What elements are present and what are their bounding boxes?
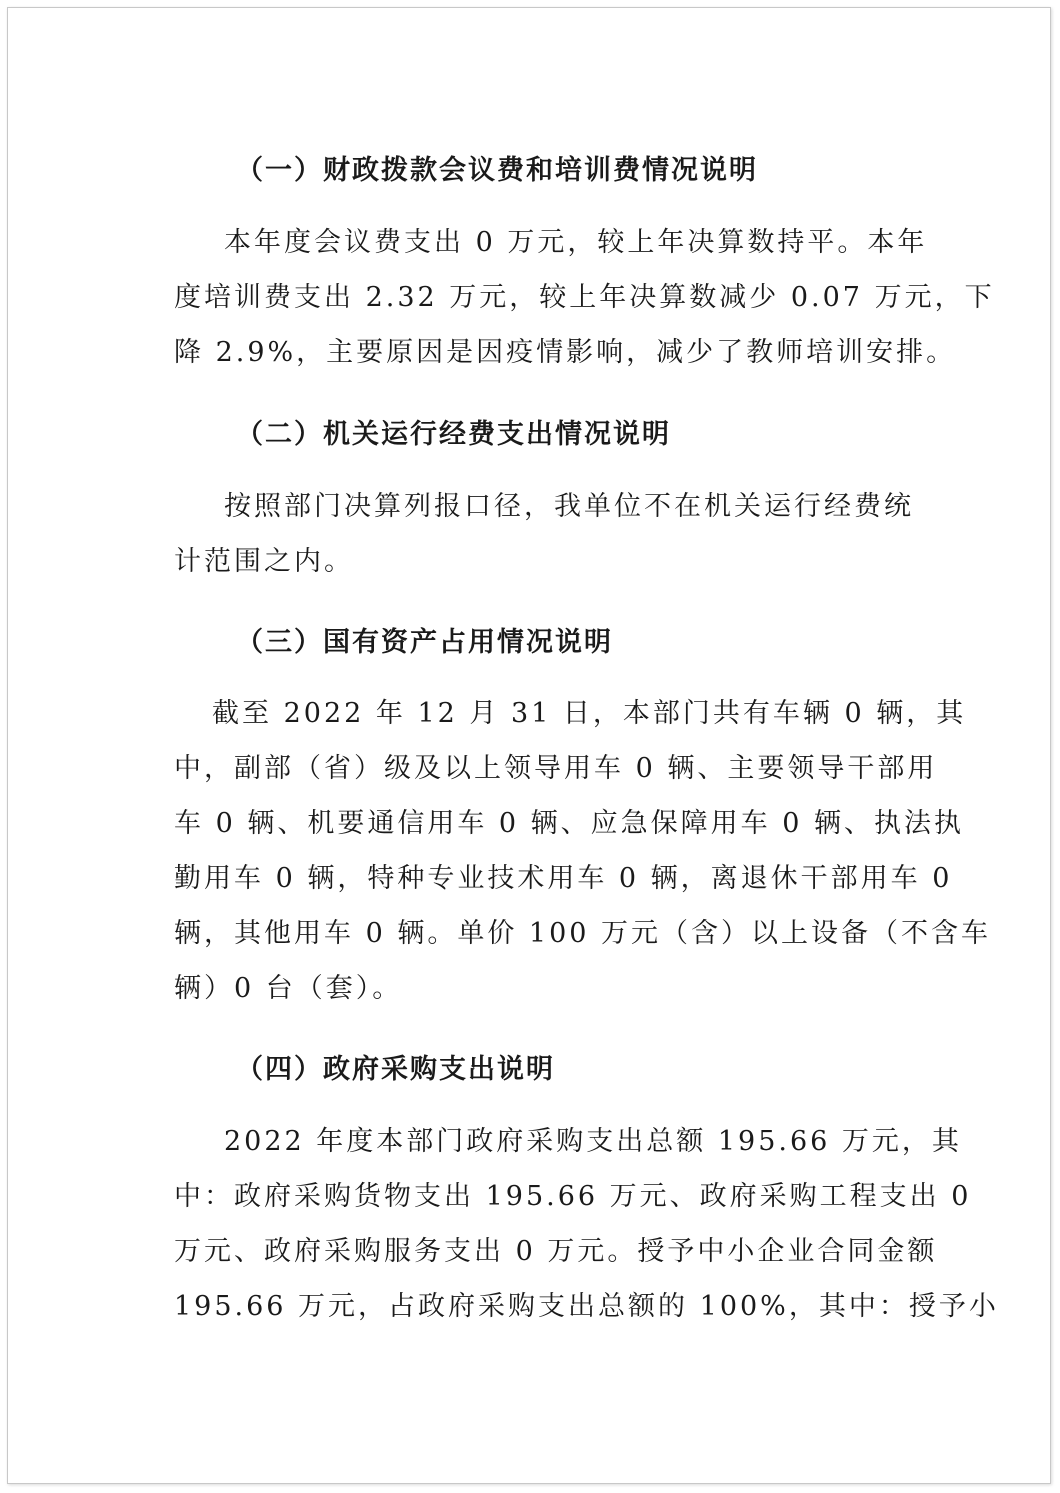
paragraph-line: 勤用车 0 辆，特种专业技术用车 0 辆，离退休干部用车 0 (174, 863, 953, 894)
paragraph-line: 195.66 万元，占政府采购支出总额的 100%，其中：授予小 (174, 1291, 999, 1322)
paragraph-line: 本年度会议费支出 0 万元，较上年决算数持平。本年 (194, 227, 928, 258)
section-heading-3: （三）国有资产占用情况说明 (236, 627, 613, 658)
paragraph-line: 辆，其他用车 0 辆。单价 100 万元（含）以上设备（不含车 (174, 918, 992, 949)
paragraph-line: 车 0 辆、机要通信用车 0 辆、应急保障用车 0 辆、执法执 (174, 808, 965, 839)
paragraph-line: 计范围之内。 (174, 546, 354, 577)
paragraph-line: 万元、政府采购服务支出 0 万元。授予中小企业合同金额 (174, 1236, 938, 1267)
document-page (7, 7, 1051, 1484)
paragraph-line: 度培训费支出 2.32 万元，较上年决算数减少 0.07 万元，下 (174, 282, 995, 313)
paragraph-line: 按照部门决算列报口径，我单位不在机关运行经费统 (194, 491, 914, 522)
section-heading-4: （四）政府采购支出说明 (236, 1054, 555, 1085)
section-heading-1: （一）财政拨款会议费和培训费情况说明 (236, 155, 758, 186)
paragraph-line: 2022 年度本部门政府采购支出总额 195.66 万元，其 (194, 1126, 962, 1157)
section-heading-2: （二）机关运行经费支出情况说明 (236, 419, 671, 450)
paragraph-line: 辆）0 台（套）。 (174, 973, 403, 1004)
paragraph-line: 截至 2022 年 12 月 31 日，本部门共有车辆 0 辆，其 (182, 698, 967, 729)
paragraph-line: 中，副部（省）级及以上领导用车 0 辆、主要领导干部用 (174, 753, 938, 784)
paragraph-line: 中：政府采购货物支出 195.66 万元、政府采购工程支出 0 (174, 1181, 972, 1212)
paragraph-line: 降 2.9%，主要原因是因疫情影响，减少了教师培训安排。 (174, 337, 957, 368)
